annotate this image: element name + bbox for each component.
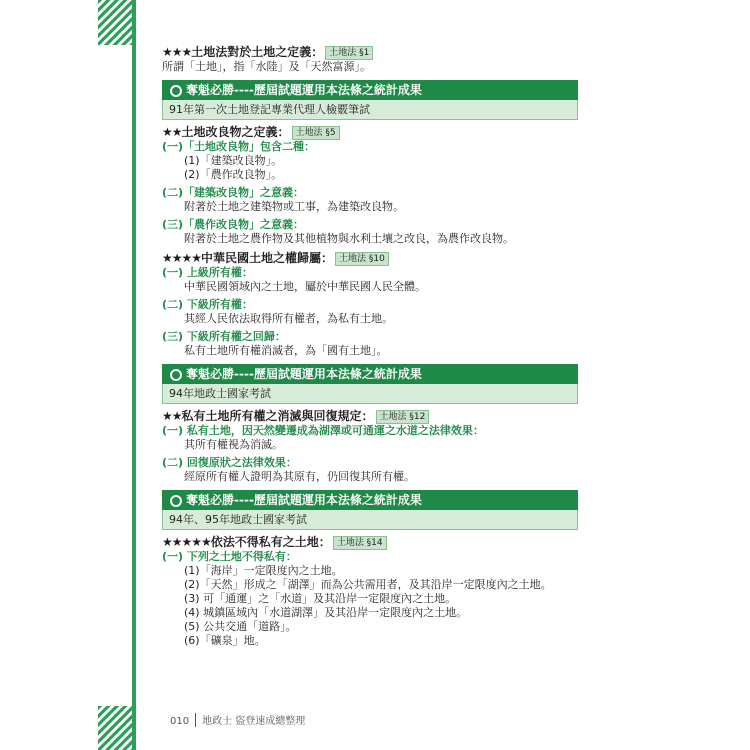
importance-stars: ★★ [162, 125, 182, 139]
heading-text: 私有土地所有權之消滅與回復規定： [181, 409, 374, 423]
body-text: 其所有權視為消滅。 [184, 438, 283, 451]
article-tag: 土地法 §1 [325, 46, 373, 60]
section-heading-ownership [162, 250, 592, 266]
list-item: (6)「礦泉」地。 [184, 634, 266, 647]
badge-icon [170, 495, 182, 507]
subheading: (三) 下級所有權之回歸： [162, 330, 286, 343]
heading-text: 中華民國土地之權歸屬： [201, 251, 334, 265]
body-text: 附著於土地之建築物或工事，為建築改良物。 [184, 200, 404, 213]
heading-text: 土地改良物之定義： [181, 125, 290, 139]
subheading: (一) 下列之土地不得私有： [162, 550, 297, 563]
list-item: (4) 城鎮區域內「水道湖澤」及其沿岸一定限度內之土地。 [184, 606, 468, 619]
exam-banner [162, 490, 578, 530]
badge-icon [170, 369, 182, 381]
body-text: 其經人民依法取得所有權者，為私有土地。 [184, 312, 393, 325]
body-text: 中華民國領域內之土地，屬於中華民國人民全體。 [184, 280, 426, 293]
page-footer [170, 712, 305, 727]
body-text: 經原所有權人證明為其原有，仍回復其所有權。 [184, 470, 415, 483]
banner-title: 奪魁必勝----歷屆試題運用本法條之統計成果 [186, 493, 422, 507]
importance-stars: ★★★ [162, 45, 192, 59]
list-item: (2)「天然」形成之「湖澤」而為公共需用者，及其沿岸一定限度內之土地。 [184, 578, 552, 591]
list-item: (2)「農作改良物」。 [184, 168, 283, 181]
subheading: (一) 上級所有權： [162, 266, 253, 279]
section-heading-non-private [162, 534, 592, 550]
article-tag: 土地法 §12 [376, 410, 430, 424]
section-heading-land-definition [162, 44, 592, 60]
banner-exam: 94年、95年地政士國家考試 [162, 510, 578, 530]
article-tag: 土地法 §5 [292, 126, 340, 140]
body-text: 私有土地所有權消滅者，為「國有土地」。 [184, 344, 388, 357]
banner-exam: 94年地政士國家考試 [162, 384, 578, 404]
subheading: (二)「建築改良物」之意義： [162, 186, 305, 199]
book-title: 地政士 盜登速成總整理 [202, 716, 306, 727]
list-item: (5) 公共交通「道路」。 [184, 620, 297, 633]
exam-banner [162, 364, 578, 404]
footer-divider [195, 713, 196, 727]
heading-text: 依法不得私有之土地： [210, 535, 331, 549]
exam-banner [162, 80, 578, 120]
banner-title: 奪魁必勝----歷屆試題運用本法條之統計成果 [186, 83, 422, 97]
banner-exam: 91年第一次土地登記專業代理人檢覈筆試 [162, 100, 578, 120]
subheading: (二) 回復原狀之法律效果： [162, 456, 297, 469]
section-heading-improvements [162, 124, 592, 140]
subheading: (二) 下級所有權： [162, 298, 253, 311]
importance-stars: ★★ [162, 409, 182, 423]
decorative-stripe-top [98, 0, 134, 45]
subheading: (三)「農作改良物」之意義： [162, 218, 305, 231]
list-item: (3) 可「通運」之「水道」及其沿岸一定限度內之土地。 [184, 592, 457, 605]
subheading: (一) 私有土地，因天然變遷成為湖澤或可通運之水道之法律效果： [162, 424, 484, 437]
body-text: 所謂「土地」，指「水陸」及「天然富源」。 [162, 60, 371, 73]
body-text: 附著於土地之農作物及其他植物與水利土壤之改良，為農作改良物。 [184, 232, 514, 245]
list-item: (1)「建築改良物」。 [184, 154, 283, 167]
banner-title: 奪魁必勝----歷屆試題運用本法條之統計成果 [186, 367, 422, 381]
page-content [162, 44, 592, 648]
article-tag: 土地法 §10 [335, 252, 389, 266]
list-item: (1)「海岸」一定限度內之土地。 [184, 564, 343, 577]
section-heading-extinction [162, 408, 592, 424]
article-tag: 土地法 §14 [333, 536, 387, 550]
heading-text: 土地法對於土地之定義： [191, 45, 324, 59]
page-number: 010 [170, 716, 190, 727]
subheading: (一)「土地改良物」包含二種： [162, 140, 316, 153]
decorative-stripe-bottom [98, 706, 134, 750]
page-edge-bar [132, 0, 136, 750]
importance-stars: ★★★★★ [162, 535, 211, 549]
importance-stars: ★★★★ [162, 251, 202, 265]
badge-icon [170, 85, 182, 97]
